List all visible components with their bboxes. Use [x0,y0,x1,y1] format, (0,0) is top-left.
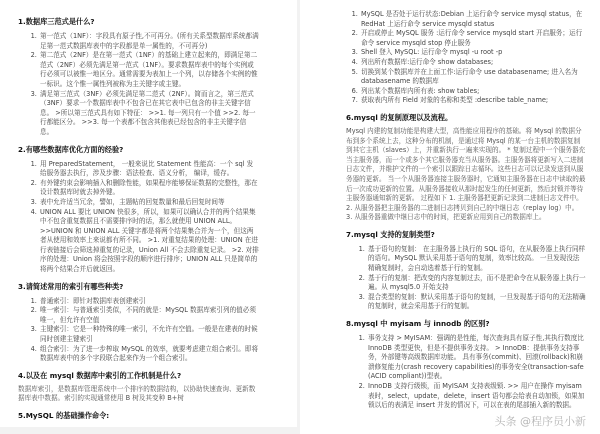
list-item: 4. 组合索引：为了进一步榨取 MySQL 的效率，就要考虑建立组合索引。即将数据库表中的多个字段联合起来作为一个组合索引。 [39,345,259,364]
section-2 [18,145,259,275]
list-item: 3. 表中允许适当冗余，譬如，主题帖的回复数量和最后回复时间等 [39,198,259,208]
section-8-title: 8.mysql 中 myisam 与 innodb 的区别? [346,319,490,329]
list-item: 4. UNION ALL 要比 UNION 快很多，所以，如果可以确认合并的两个结果集中不包含重复数据且不需要排序时的话，那么就使用 UNION ALL。 >>UNION 和 UNION ALL 关键字都是将两个结果集合并为一个，但这两者从使用和效率上来说都有所不同。 >1. 对重复结果的处理：UNION 在进行表链接后会筛选掉重复的记录，Union All 不会去除重复记录。 >2. 对排序的处理：Union 将会按照字段的顺序进行排序；UNION ALL 只是简单的将两个结果合并后就返回。 [39,208,259,275]
section-4-body: 数据库索引，是数据库管理系统中一个排序的数据结构，以协助快速查询、更新数据库表中数据。索引的实现通常使用 B 树及其变种 B+树 [18,384,256,403]
list-item: 7. 获取表内所有 Field 对象的名称和类型 :describe table_name; [360,96,586,106]
section-1 [18,17,259,138]
list-item: 1. MySQL 是否处于运行状态:Debian 上运行命令 service mysql status，在 RedHat 上运行命令 service mysqld status [360,10,586,29]
section-2-title: 2.有哪些数据库优化方面的经验? [18,144,124,154]
section-6 [346,113,586,223]
list-item: 2. InnoDB 支持行级锁，而 MyISAM 支持表级锁. >> 用户在操作 myisam 表时，select，update，delete，insert 语句都会给表自动加锁，如果加锁以后的表满足 insert 并发的情况下，可以在表的尾部插入新的数据。 [367,382,586,411]
list-item: 1. 用 PreparedStatement， 一般来说比 Statement 性能高：一个 sql 发给服务器去执行，涉及步骤：语法检查、语义分析， 编译，缓存。 [39,160,259,179]
list-item: 1. 第一范式（1NF）：字段具有原子性,不可再分。(所有关系型数据库系统都满足第一范式数据库表中的字段都是单一属性的，不可再分) [39,32,259,51]
section-5-title: 5.MySQL 的基础操作命令: [18,411,110,420]
list-item: 2. 唯一索引：与普通索引类似，不同的就是：MySQL 数据库索引列的值必须唯一，但允许有空值 [39,306,259,325]
list-item: 3. Shell 登入 MySQL: 运行命令 mysql -u root -p [360,48,586,58]
list-item: 3. 满足第三范式（3NF）必须先满足第二范式（2NF）。简而言之，第三范式（3NF）要求一个数据库表中不包含已在其它表中已包含的非主关键字信息。 >所以第三范式具有如下特征： >>1. 每一列只有一个值 >>2. 每一行都能区分。 >>3. 每一个表都不包含其他表已经包含的非主关键字信息。 [39,90,259,138]
section-5-continued [346,10,586,106]
list-item: 2. 开启或停止 MySQL 服务 :运行命令 service mysqld start 开启服务；运行命令 service mysqld stop 停止服务 [360,29,586,48]
section-4-title: 4.以及在 mysql 数据库中索引的工作机制是什么? [18,370,182,380]
list-item: 3. 混合类型的复制：默认采用基于语句的复制，一旦发现基于语句的无法精确的复制时，就会采用基于行的复制。 [367,293,586,312]
list-item: 2. 第二范式（2NF）是在第一范式（1NF）的基础上建立起来的，即满足第二范式（2NF）必须先满足第一范式（1NF）。要求数据库表中的每个实例或行必须可以被惟一地区分。通常需要为表加上一个列，以存储各个实例的惟一标识。这个惟一属性列被称为主关键字或主键。 [39,51,259,89]
section-3 [18,282,259,364]
section-7 [346,230,586,312]
list-item: 1. 事务支持 > MyISAM：强调的是性能，每次查询具有原子性,其执行数度比 InnoDB 类型更快，但是不提供事务支持。 > InnoDB：提供事务支持事务，外部键等高级数据库功能。 具有事务(commit)、回滚(rollback)和崩溃修复能力(crash recovery capabilities)的事务安全(transaction-safe (ACID compliant))型表。 [367,334,586,382]
left-page [0,0,297,427]
section-4 [18,371,259,404]
list-item: 5. 切换到某个数据库并在上面工作:运行命令 use databasename; 进入名为 databasename 的数据库 [360,68,586,87]
list-item: 2. 有外键约束会影响插入和删除性能，如果程序能够保证数据的完整性，那在设计数据库时就去掉外键。 [39,179,259,198]
list-item: 1. 普通索引：即针对数据库表创建索引 [39,297,259,307]
section-1-title: 1.数据库三范式是什么? [18,17,95,26]
watermark: 头条 @程序员小新 [494,414,586,428]
section-5 [18,411,259,421]
section-8 [346,319,586,411]
section-3-title: 3.请简述常用的索引有哪些种类? [18,281,124,291]
list-item: 1. 基于语句的复制： 在主服务器上执行的 SQL 语句，在从服务器上执行同样的语句。MySQL 默认采用基于语句的复制，效率比较高。 一旦发现没法精确复制时，会自动选着基于行的复制。 [367,245,586,274]
section-6-body: Mysql 内建的复制功能是构建大型，高性能应用程序的基础。将 Mysql 的数据分布到多个系统上去，这种分布的机制，是通过将 Mysql 的某一台主机的数据复制到其它主机（slaves）上，并重新执行一遍来实现的。 * 复制过程中一个服务器充当主服务器，而一个或多个其它服务器充当从服务器。主服务器将更新写入二进制日志文件，并维护文件的一个索引以跟踪日志循环。这些日志可以记录发送到从服务器的更新。 当一个从服务器连接主服务器时，它通知主服务器在日志中读取的最后一次成功更新的位置。从服务器接收从那时起发生的任何更新，然后封锁并等待主服务器通知新的更新。 过程如下 1. 主服务器把更新记录到二进制日志文件中。 2. 从服务器把主服务器的二进制日志拷贝到自己的中继日志（replay log）中。 3. 从服务器重做中继日志中的时间，把更新应用到自己的数据库上。 [346,126,586,222]
list-item: 6. 列出某个数据库内所有表: show tables; [360,87,586,97]
right-page [300,0,600,434]
list-item: 3. 主键索引：它是一种特殊的唯一索引，不允许有空值。一般是在建表的时候同时创建主键索引 [39,325,259,344]
section-6-title: 6.mysql 的复制原理以及流程。 [346,112,453,122]
list-item: 4. 列出所有数据库:运行命令 show databases; [360,58,586,68]
list-item: 2. 基于行的复制：把改变的内容复制过去，而不是把命令在从服务器上执行一遍。从 mysql5.0 开始支持 [367,274,586,293]
section-7-title: 7.mysql 支持的复制类型? [346,229,435,239]
